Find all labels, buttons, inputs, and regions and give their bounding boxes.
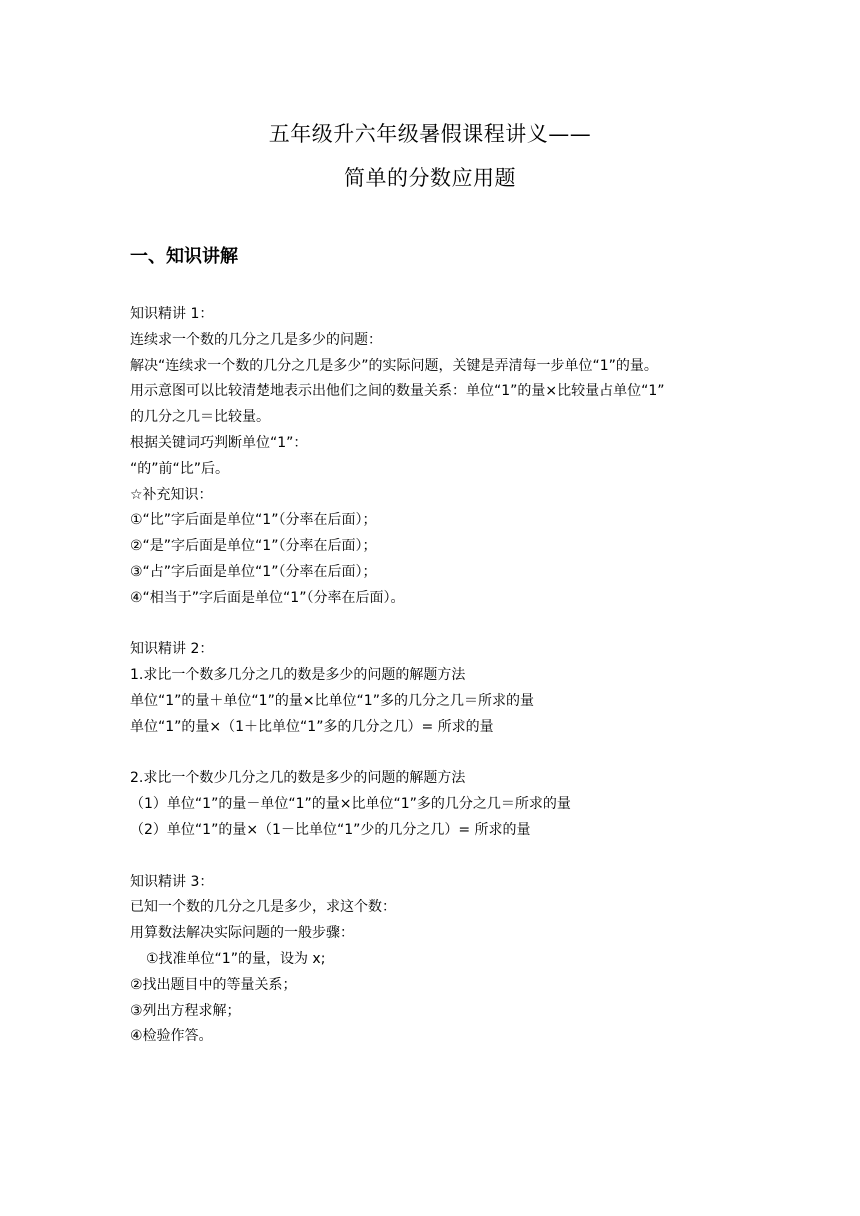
formula-line: （1）单位“1”的量－单位“1”的量×比单位“1”多的几分之几＝所求的量	[130, 796, 571, 813]
paragraph-line: 1.求比一个数多几分之几的数是多少的问题的解题方法	[130, 667, 466, 684]
paragraph-line: 用算数法解决实际问题的一般步骤：	[130, 925, 354, 942]
block2-heading: 知识精讲 2：	[130, 641, 214, 658]
spacer	[130, 844, 740, 870]
list-item: ③“占”字后面是单位“1”（分率在后面）；	[130, 563, 377, 580]
paragraph-line: “的”前“比”后。	[130, 460, 230, 477]
paragraph-line: 根据关键词巧判断单位“1”：	[130, 434, 308, 451]
step-item: ②找出题目中的等量关系；	[130, 976, 297, 993]
list-item: ②“是”字后面是单位“1”（分率在后面）；	[130, 538, 377, 555]
paragraph-line: 用示意图可以比较清楚地表示出他们之间的数量关系：单位“1”的量×比较量占单位“1”	[130, 383, 665, 400]
paragraph-line: 2.求比一个数少几分之几的数是多少的问题的解题方法	[130, 770, 466, 787]
title-line-2: 简单的分数应用题	[344, 166, 516, 190]
paragraph-line: 连续求一个数的几分之几是多少的问题：	[130, 331, 382, 348]
list-item: ①“比”字后面是单位“1”（分率在后面）；	[130, 512, 377, 529]
spacer	[130, 612, 740, 638]
list-item: ④“相当于”字后面是单位“1”（分率在后面）。	[130, 589, 405, 606]
document-body	[130, 302, 740, 1050]
paragraph-line: 已知一个数的几分之几是多少，求这个数：	[130, 899, 396, 916]
step-item: ①找准单位“1”的量，设为 x;	[146, 950, 326, 967]
step-item: ④检验作答。	[130, 1028, 213, 1045]
title-line-1: 五年级升六年级暑假课程讲义——	[268, 122, 592, 146]
document-title	[0, 112, 860, 200]
formula-line: （2）单位“1”的量×（1－比单位“1”少的几分之几）= 所求的量	[130, 821, 531, 838]
formula-line: 单位“1”的量＋单位“1”的量×比单位“1”多的几分之几＝所求的量	[130, 692, 534, 709]
paragraph-line: 的几分之几＝比较量。	[130, 409, 270, 426]
paragraph-line: 解决“连续求一个数的几分之几是多少”的实际问题，关键是弄清每一步单位“1”的量。	[130, 357, 658, 374]
step-item: ③列出方程求解；	[130, 1002, 241, 1019]
paragraph-line: ☆补充知识：	[130, 486, 213, 503]
spacer	[130, 741, 740, 767]
block3-heading: 知识精讲 3：	[130, 873, 214, 890]
formula-line: 单位“1”的量×（1＋比单位“1”多的几分之几）= 所求的量	[130, 718, 494, 735]
section-heading: 一、知识讲解	[130, 246, 238, 267]
block1-heading: 知识精讲 1：	[130, 306, 214, 322]
